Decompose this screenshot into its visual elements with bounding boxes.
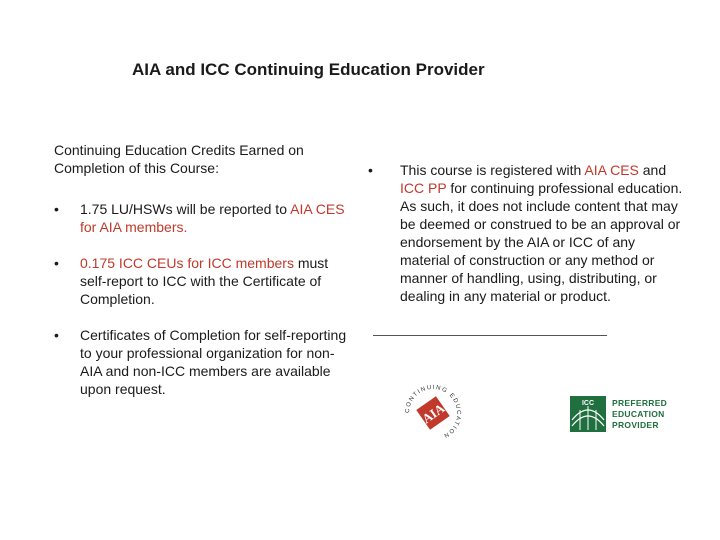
icc-mark-text: ICC (581, 400, 595, 407)
disclaimer-highlight: AIA CES (584, 162, 639, 178)
divider (373, 335, 607, 336)
credit-item-aia (54, 200, 354, 236)
icc-provider-text (612, 398, 667, 431)
credit-item-certificates (54, 326, 354, 398)
credit-item-icc (54, 254, 354, 308)
credit-text (80, 255, 328, 307)
credit-text-highlight: 0.175 ICC CEUs for (80, 255, 208, 271)
disclaimer-section (368, 161, 688, 305)
bullet-icon: • (54, 255, 59, 271)
seal-center-text: AIA (419, 400, 448, 427)
credits-list (54, 200, 354, 398)
icc-line: PROVIDER (612, 420, 659, 430)
page-title: AIA and ICC Continuing Education Provider (132, 60, 485, 79)
icc-line: PREFERRED (612, 398, 668, 408)
bullet-icon: • (368, 162, 373, 178)
icc-globe-icon (570, 396, 606, 432)
credit-text-part: 1.75 LU/HSWs will be reported to (80, 201, 291, 217)
credits-intro: Continuing Education Credits Earned on Completion of this Course: (54, 142, 304, 176)
disclaimer-part: This course is registered with (400, 162, 585, 178)
credit-text-highlight: AIA CES for AIA members. (80, 201, 345, 235)
aia-ces-seal-icon (400, 380, 466, 446)
icc-preferred-provider-logo (570, 396, 680, 436)
disclaimer-part: and (638, 162, 667, 178)
bullet-icon: • (54, 201, 59, 217)
bullet-icon: • (54, 327, 59, 343)
disclaimer-part: for continuing professional education. As such, it does not include content that may be deemed or construed to be an approval or endorsement by the AIA or ICC of any material of construction or any method or manner of handling, using, distributing, or dealing in any material or product. (400, 180, 683, 304)
seal-ring-text: CONTINUING EDUCATION (404, 384, 462, 439)
icc-line: EDUCATION (612, 409, 665, 419)
disclaimer-highlight: ICC PP (400, 180, 447, 196)
disclaimer-text (400, 161, 688, 305)
credit-text (80, 201, 345, 235)
credit-text-part: must self-report to ICC with the Certificate of Completion. (80, 255, 329, 307)
credit-text: Certificates of Completion for self-reporting to your professional organization for non-AIA and non-ICC members are available upon request. (80, 327, 347, 397)
credits-section (54, 141, 354, 398)
credit-text-highlight: ICC members (207, 255, 294, 271)
